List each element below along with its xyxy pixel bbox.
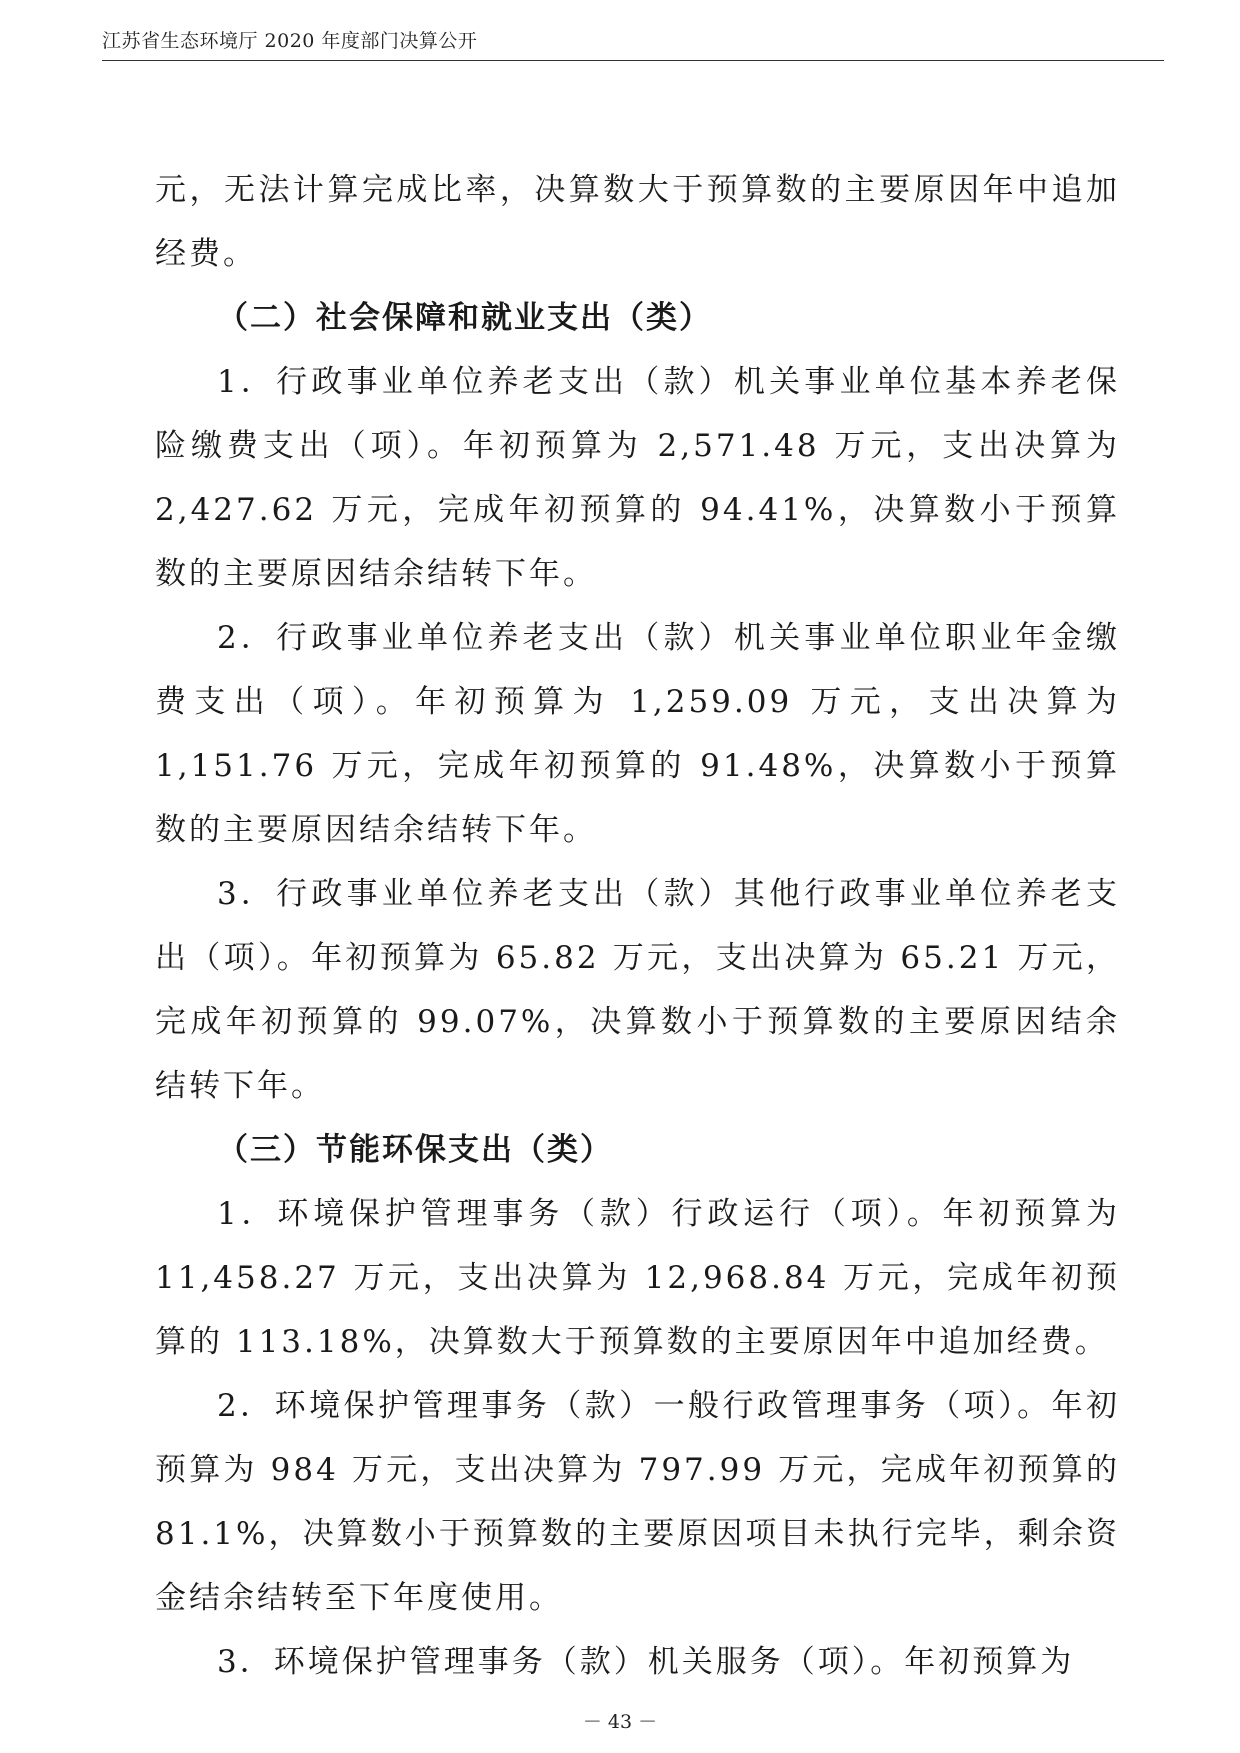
running-header: 江苏省生态环境厅 2020 年度部门决算公开 <box>102 30 478 52</box>
paragraph-agency-services: 3．环境保护管理事务（款）机关服务（项）。年初预算为 <box>217 1644 1075 1680</box>
paragraph-pension-basic: 1．行政事业单位养老支出（款）机关事业单位基本养老保险缴费支出（项）。年初预算为 2,571.48 万元，支出决算为 2,427.62 万元，完成年初预算的 94.41%，决算数小于预算数的主要原因结余结转下年。 <box>155 364 1120 592</box>
paragraph-continuation: 元，无法计算完成比率，决算数大于预算数的主要原因年中追加经费。 <box>155 172 1120 272</box>
page-number: － 43 － <box>582 1711 658 1733</box>
paragraph-admin-operation: 1．环境保护管理事务（款）行政运行（项）。年初预算为 11,458.27 万元，支出决算为 12,968.84 万元，完成年初预算的 113.18%，决算数大于预算数的主要原因年中追加经费。 <box>155 1196 1120 1360</box>
header-divider <box>102 60 1164 61</box>
paragraph-pension-occupational: 2．行政事业单位养老支出（款）机关事业单位职业年金缴费支出（项）。年初预算为 1,259.09 万元，支出决算为 1,151.76 万元，完成年初预算的 91.48%，决算数小于预算数的主要原因结余结转下年。 <box>155 620 1120 848</box>
section-heading-environmental: （三）节能环保支出（类） <box>217 1132 613 1168</box>
document-body <box>155 158 1120 1694</box>
paragraph-general-admin: 2．环境保护管理事务（款）一般行政管理事务（项）。年初预算为 984 万元，支出决算为 797.99 万元，完成年初预算的 81.1%，决算数小于预算数的主要原因项目未执行完毕，剩余资金结余结转至下年度使用。 <box>155 1388 1120 1616</box>
paragraph-pension-other: 3．行政事业单位养老支出（款）其他行政事业单位养老支出（项）。年初预算为 65.82 万元，支出决算为 65.21 万元，完成年初预算的 99.07%，决算数小于预算数的主要原因结余结转下年。 <box>155 876 1120 1104</box>
section-heading-social-security: （二）社会保障和就业支出（类） <box>217 300 712 336</box>
